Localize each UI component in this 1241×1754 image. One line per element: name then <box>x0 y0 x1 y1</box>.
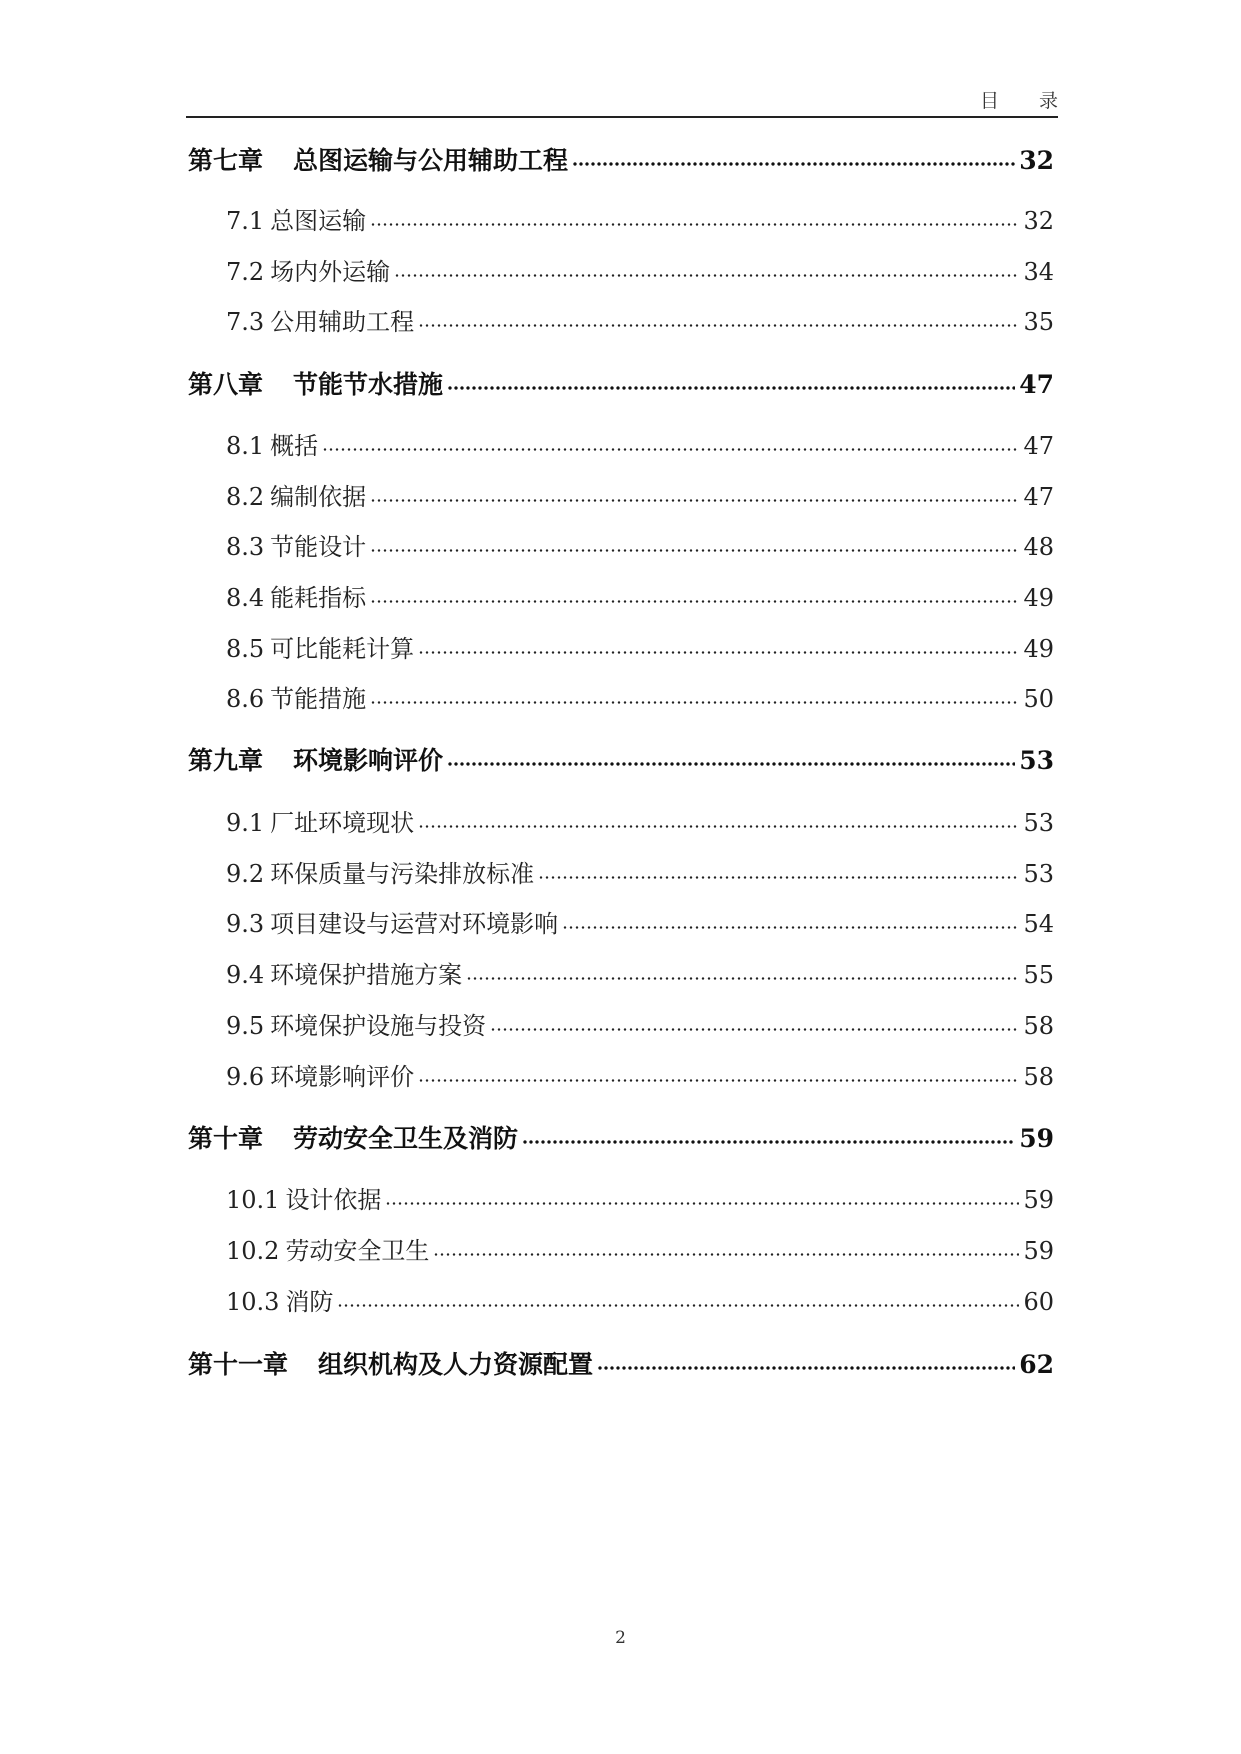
toc-section-entry[interactable] <box>226 629 1054 664</box>
toc-entry-title: 组织机构及人力资源配置 <box>318 1350 594 1379</box>
toc-dot-leader <box>418 807 1019 831</box>
toc-entry-number: 9.2 <box>226 860 265 888</box>
toc-entry-title: 能耗指标 <box>270 584 367 612</box>
toc-entry-page: 53 <box>1023 809 1054 837</box>
toc-dot-leader <box>337 1286 1019 1310</box>
toc-entry-number: 9.6 <box>226 1063 265 1091</box>
toc-entry-page: 59 <box>1023 1186 1054 1214</box>
toc-dot-leader <box>597 1348 1015 1373</box>
toc-entry-number: 9.5 <box>226 1012 265 1040</box>
toc-entry-title: 节能措施 <box>270 685 367 713</box>
toc-section-entry[interactable] <box>226 1006 1054 1041</box>
toc-entry-number: 第八章 <box>188 370 264 399</box>
toc-entry-title: 概括 <box>270 432 319 460</box>
toc-entry-page: 49 <box>1023 584 1054 612</box>
toc-section-entry[interactable] <box>226 477 1054 512</box>
toc-section-entry[interactable] <box>226 955 1054 990</box>
toc-entry-number: 8.5 <box>226 635 265 663</box>
toc-entry-title: 总图运输 <box>270 207 367 235</box>
toc-chapter-entry[interactable] <box>188 1119 1054 1155</box>
toc-entry-title: 环境保护措施方案 <box>270 961 463 989</box>
toc-entry-number: 8.6 <box>226 685 265 713</box>
toc-entry-title: 公用辅助工程 <box>270 308 415 336</box>
toc-dot-leader <box>562 908 1019 932</box>
toc-section-entry[interactable] <box>226 578 1054 613</box>
toc-section-entry[interactable] <box>226 803 1054 838</box>
toc-entry-page: 59 <box>1023 1237 1054 1265</box>
toc-entry-page: 58 <box>1023 1063 1054 1091</box>
toc-entry-title: 设计依据 <box>285 1186 382 1214</box>
toc-entry-page: 47 <box>1023 432 1054 460</box>
toc-section-entry[interactable] <box>226 527 1054 562</box>
toc-entry-number: 9.3 <box>226 910 265 938</box>
toc-entry-number: 9.1 <box>226 809 265 837</box>
toc-section-entry[interactable] <box>226 1231 1054 1266</box>
toc-dot-leader <box>370 683 1019 707</box>
toc-section-entry[interactable] <box>226 679 1054 714</box>
toc-entry-page: 53 <box>1023 860 1054 888</box>
toc-chapter-entry[interactable] <box>188 1345 1054 1381</box>
toc-dot-leader <box>385 1184 1019 1208</box>
toc-dot-leader <box>418 633 1019 657</box>
toc-entry-number: 7.3 <box>226 308 265 336</box>
toc-entry-page: 32 <box>1023 207 1054 235</box>
toc-entry-title: 可比能耗计算 <box>270 635 415 663</box>
toc-section-entry[interactable] <box>226 426 1054 461</box>
toc-entry-title: 环境影响评价 <box>293 746 444 775</box>
toc-entry-number: 10.1 <box>226 1186 280 1214</box>
toc-entry-page: 32 <box>1019 146 1054 175</box>
toc-entry-title: 项目建设与运营对环境影响 <box>270 910 559 938</box>
toc-chapter-entry[interactable] <box>188 141 1054 177</box>
toc-dot-leader <box>538 858 1019 882</box>
toc-entry-number: 8.1 <box>226 432 265 460</box>
toc-section-entry[interactable] <box>226 252 1054 287</box>
toc-entry-title: 场内外运输 <box>270 258 391 286</box>
toc-chapter-entry[interactable] <box>188 741 1054 777</box>
toc-entry-number: 10.3 <box>226 1288 280 1316</box>
toc-entry-page: 35 <box>1023 308 1054 336</box>
toc-entry-page: 55 <box>1023 961 1054 989</box>
toc-entry-title: 劳动安全卫生及消防 <box>293 1124 519 1153</box>
toc-dot-leader <box>418 306 1019 330</box>
toc-entry-page: 60 <box>1023 1288 1054 1316</box>
toc-dot-leader <box>394 256 1019 280</box>
toc-entry-page: 34 <box>1023 258 1054 286</box>
toc-dot-leader <box>522 1122 1015 1147</box>
page-number: 2 <box>615 1628 626 1648</box>
toc-entry-page: 47 <box>1023 483 1054 511</box>
toc-entry-number: 第七章 <box>188 146 264 175</box>
toc-entry-title: 编制依据 <box>270 483 367 511</box>
toc-entry-number: 第十一章 <box>188 1350 289 1379</box>
toc-dot-leader <box>370 205 1019 229</box>
toc-entry-title: 厂址环境现状 <box>270 809 415 837</box>
toc-dot-leader <box>466 959 1019 983</box>
toc-entry-number: 7.1 <box>226 207 265 235</box>
toc-section-entry[interactable] <box>226 1057 1054 1092</box>
toc-section-entry[interactable] <box>226 1282 1054 1317</box>
toc-entry-title: 总图运输与公用辅助工程 <box>293 146 569 175</box>
toc-dot-leader <box>370 582 1019 606</box>
toc-section-entry[interactable] <box>226 904 1054 939</box>
toc-entry-page: 50 <box>1023 685 1054 713</box>
toc-dot-leader <box>370 481 1019 505</box>
toc-entry-number: 8.2 <box>226 483 265 511</box>
toc-dot-leader <box>490 1010 1019 1034</box>
toc-entry-title: 环境影响评价 <box>270 1063 415 1091</box>
toc-entry-title: 劳动安全卫生 <box>285 1237 430 1265</box>
toc-entry-page: 54 <box>1023 910 1054 938</box>
toc-chapter-entry[interactable] <box>188 365 1054 401</box>
header-title: 目 录 <box>979 90 1075 112</box>
toc-entry-number: 10.2 <box>226 1237 280 1265</box>
toc-entry-title: 节能设计 <box>270 533 367 561</box>
toc-dot-leader <box>433 1235 1019 1259</box>
toc-section-entry[interactable] <box>226 201 1054 236</box>
toc-entry-number: 8.4 <box>226 584 265 612</box>
toc-entry-number: 7.2 <box>226 258 265 286</box>
toc-entry-page: 48 <box>1023 533 1054 561</box>
toc-dot-leader <box>322 430 1019 454</box>
toc-entry-title: 环保质量与污染排放标准 <box>270 860 535 888</box>
toc-entry-title: 环境保护设施与投资 <box>270 1012 487 1040</box>
toc-dot-leader <box>572 144 1015 169</box>
toc-dot-leader <box>370 531 1019 555</box>
toc-entry-title: 节能节水措施 <box>293 370 444 399</box>
toc-entry-number: 9.4 <box>226 961 265 989</box>
toc-entry-page: 47 <box>1019 370 1054 399</box>
toc-entry-number: 第十章 <box>188 1124 264 1153</box>
toc-entry-number: 8.3 <box>226 533 265 561</box>
toc-entry-page: 58 <box>1023 1012 1054 1040</box>
toc-dot-leader <box>447 368 1015 393</box>
toc-entry-page: 59 <box>1019 1124 1054 1153</box>
toc-section-entry[interactable] <box>226 854 1054 889</box>
toc-section-entry[interactable] <box>226 1180 1054 1215</box>
toc-dot-leader <box>447 744 1015 769</box>
toc-dot-leader <box>418 1061 1019 1085</box>
toc-entry-page: 49 <box>1023 635 1054 663</box>
toc-entry-page: 53 <box>1019 746 1054 775</box>
toc-section-entry[interactable] <box>226 302 1054 337</box>
toc-entry-page: 62 <box>1019 1350 1054 1379</box>
toc-entry-number: 第九章 <box>188 746 264 775</box>
toc-entry-title: 消防 <box>285 1288 334 1316</box>
